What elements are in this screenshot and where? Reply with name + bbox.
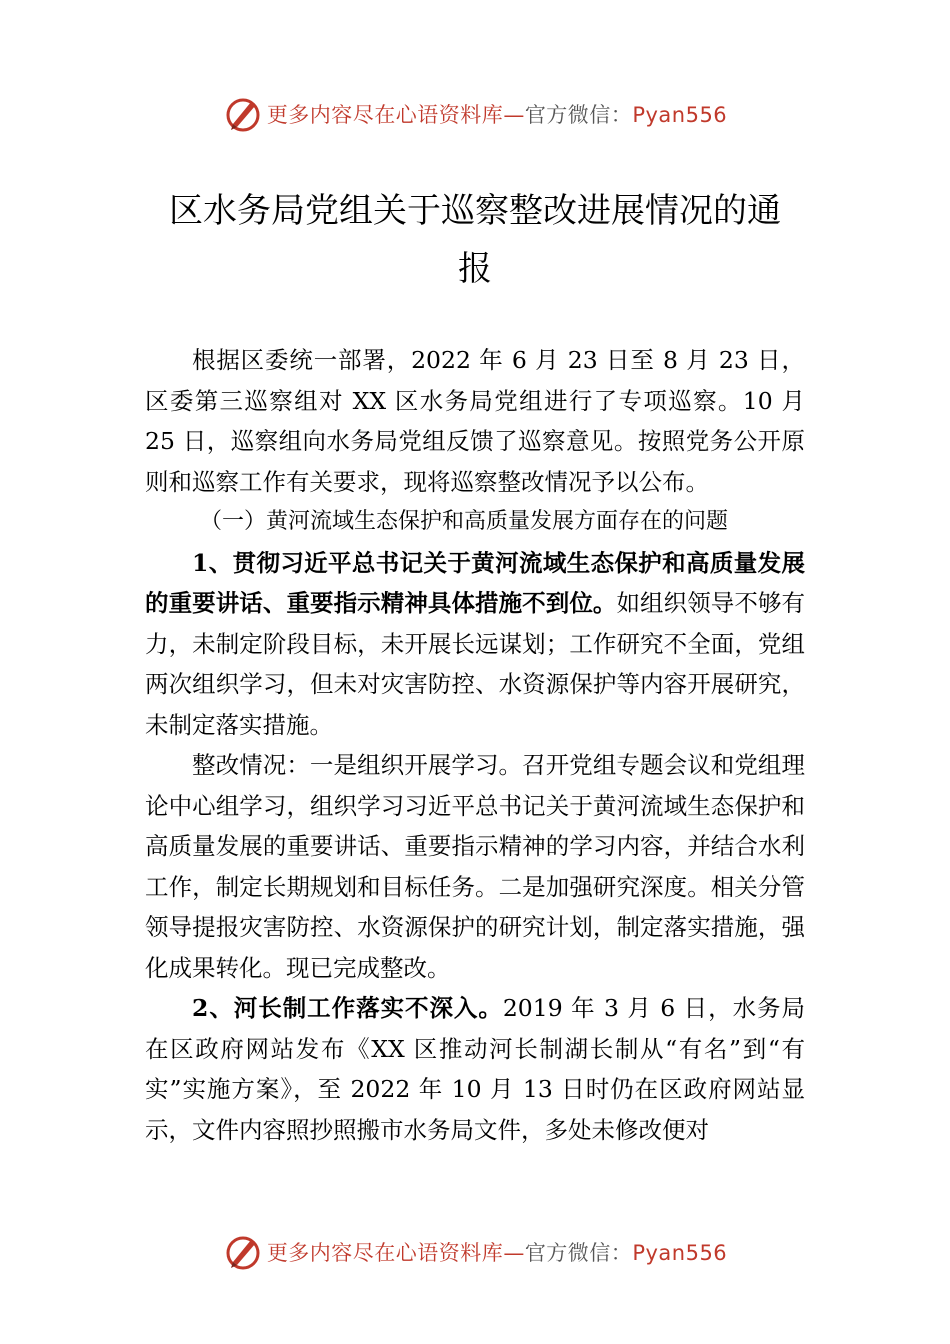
document-body — [145, 340, 805, 1150]
pen-logo-icon — [223, 94, 263, 134]
pen-logo-icon — [223, 1232, 263, 1272]
item-2-paragraph — [145, 988, 805, 1150]
banner-slogan: 更多内容尽在心语资料库 — [266, 103, 504, 127]
item-2-heading: 2、河长制工作落实不深入。 — [192, 994, 503, 1022]
banner-text — [267, 99, 727, 129]
title-line-2: 报 — [458, 249, 492, 289]
banner-slogan: 更多内容尽在心语资料库 — [266, 1241, 504, 1265]
document-title — [145, 182, 805, 298]
watermark-banner-top — [0, 92, 950, 136]
banner-wechat-label: 官方微信： — [524, 103, 633, 127]
banner-wechat-id: Pyan556 — [632, 1241, 728, 1265]
banner-wechat-label: 官方微信： — [524, 1241, 633, 1265]
intro-paragraph: 根据区委统一部署，2022 年 6 月 23 日至 8 月 23 日，区委第三巡察组对 XX 区水务局党组进行了专项巡察。10 月 25 日，巡察组向水务局党组反馈了巡察意见。按照党务公开原则和巡察工作有关要求，现将巡察整改情况予以公布。 — [145, 346, 805, 496]
item-2-text: 2019 年 3 月 6 日，水务局在区政府网站发布《XX 区推动河长制湖长制从“有名”到“有实”实施方案》，至 2022 年 10 月 13 日时仍在区政府网站显示，文件内容照抄照搬市水务局文件，多处未修改便对 — [145, 994, 805, 1144]
banner-dash: — — [503, 103, 525, 127]
banner-text — [267, 1237, 727, 1267]
banner-wechat-id: Pyan556 — [632, 103, 728, 127]
item-1-rectification: 整改情况：一是组织开展学习。召开党组专题会议和党组理论中心组学习，组织学习习近平总书记关于黄河流域生态保护和高质量发展的重要讲话、重要指示精神的学习内容，并结合水利工作，制定长期规划和目标任务。二是加强研究深度。相关分管领导提报灾害防控、水资源保护的研究计划，制定落实措施，强化成果转化。现已完成整改。 — [145, 751, 805, 982]
title-line-1: 区水务局党组关于巡察整改进展情况的通 — [169, 191, 781, 231]
item-1-text: 如组织领导不够有力，未制定阶段目标，未开展长远谋划；工作研究不全面，党组两次组织学习，但未对灾害防控、水资源保护等内容开展研究，未制定落实措施。 — [145, 589, 806, 739]
item-1-heading: 1、贯彻习近平总书记关于黄河流域生态保护和高质量发展的重要讲话、重要指示精神具体措施不到位。 — [145, 548, 805, 617]
watermark-banner-bottom — [0, 1230, 950, 1274]
section-heading: （一）黄河流域生态保护和高质量发展方面存在的问题 — [200, 509, 729, 534]
item-1-paragraph — [145, 543, 805, 746]
banner-dash: — — [503, 1241, 525, 1265]
